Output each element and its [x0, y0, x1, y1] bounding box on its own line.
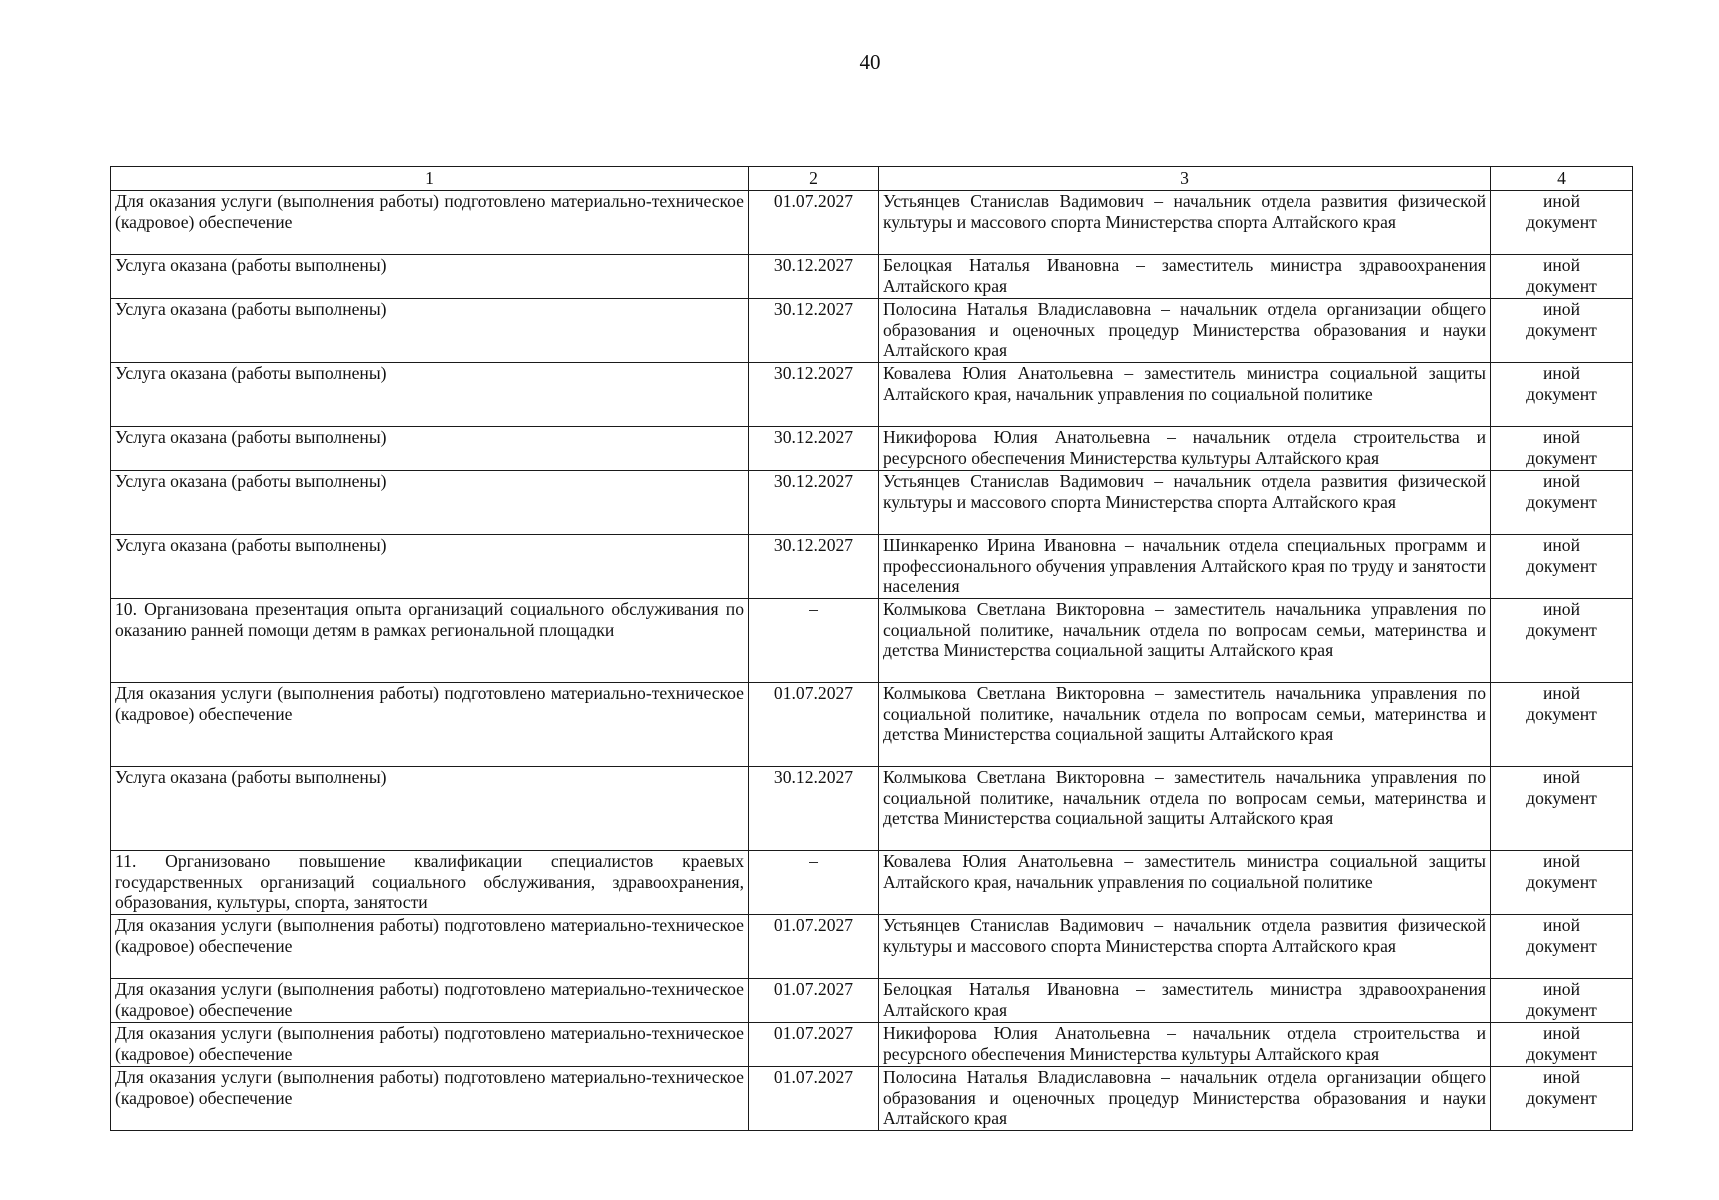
- responsible-cell: Шинкаренко Ирина Ивановна – начальник отдела специальных программ и профессионального обучения управления Алтайского края по труду и занятости населения: [879, 535, 1491, 599]
- document-type-cell: [1491, 1067, 1633, 1131]
- responsible-cell: Устьянцев Станислав Вадимович – начальник отдела развития физической культуры и массового спорта Министерства спорта Алтайского края: [879, 471, 1491, 535]
- page-number: 40: [859, 50, 881, 74]
- document-type-cell: [1491, 683, 1633, 767]
- document-table: [110, 166, 1633, 1131]
- table-row: [111, 299, 1633, 363]
- document-type-line2: документ: [1526, 1043, 1597, 1064]
- date-cell: 30.12.2027: [749, 255, 879, 299]
- document-type-line2: документ: [1526, 703, 1597, 724]
- result-cell: Услуга оказана (работы выполнены): [111, 767, 749, 851]
- responsible-cell: Колмыкова Светлана Викторовна – заместитель начальника управления по социальной политике, начальник отдела по вопросам семьи, материнства и детства Министерства социальной защиты Алтайского края: [879, 767, 1491, 851]
- document-type-cell: [1491, 979, 1633, 1023]
- result-cell: Услуга оказана (работы выполнены): [111, 299, 749, 363]
- result-cell: 10. Организована презентация опыта организаций социального обслуживания по оказанию ранней помощи детям в рамках региональной площадки: [111, 599, 749, 683]
- responsible-cell: Полосина Наталья Владиславовна – начальник отдела организации общего образования и оценочных процедур Министерства образования и науки Алтайского края: [879, 299, 1491, 363]
- document-type-line1: иной: [1542, 767, 1581, 787]
- result-cell: Для оказания услуги (выполнения работы) подготовлено материально-техническое (кадровое) обеспечение: [111, 191, 749, 255]
- document-type-cell: [1491, 851, 1633, 915]
- responsible-cell: Белоцкая Наталья Ивановна – заместитель министра здравоохранения Алтайского края: [879, 255, 1491, 299]
- date-cell: 30.12.2027: [749, 535, 879, 599]
- date-cell: 30.12.2027: [749, 363, 879, 427]
- result-cell: Услуга оказана (работы выполнены): [111, 427, 749, 471]
- document-type-cell: [1491, 427, 1633, 471]
- result-cell: Для оказания услуги (выполнения работы) подготовлено материально-техническое (кадровое) обеспечение: [111, 979, 749, 1023]
- document-type-cell: [1491, 471, 1633, 535]
- document-type-line1: иной: [1542, 915, 1581, 935]
- table-row: [111, 767, 1633, 851]
- document-type-cell: [1491, 363, 1633, 427]
- result-cell: Для оказания услуги (выполнения работы) подготовлено материально-техническое (кадровое) обеспечение: [111, 915, 749, 979]
- table-row: [111, 599, 1633, 683]
- table-header-row: [111, 167, 1633, 191]
- document-type-line2: документ: [1526, 787, 1597, 808]
- table-row: [111, 427, 1633, 471]
- document-type-line2: документ: [1526, 619, 1597, 640]
- document-type-line2: документ: [1526, 383, 1597, 404]
- date-cell: 30.12.2027: [749, 767, 879, 851]
- document-type-line1: иной: [1542, 851, 1581, 871]
- result-cell: Услуга оказана (работы выполнены): [111, 363, 749, 427]
- document-type-line1: иной: [1542, 979, 1581, 999]
- document-type-cell: [1491, 535, 1633, 599]
- document-type-line2: документ: [1526, 319, 1597, 340]
- document-type-line1: иной: [1542, 1023, 1581, 1043]
- responsible-cell: Устьянцев Станислав Вадимович – начальник отдела развития физической культуры и массового спорта Министерства спорта Алтайского края: [879, 191, 1491, 255]
- document-type-line2: документ: [1526, 211, 1597, 232]
- date-cell: 30.12.2027: [749, 471, 879, 535]
- table-row: [111, 851, 1633, 915]
- document-type-line2: документ: [1526, 871, 1597, 892]
- result-cell: Для оказания услуги (выполнения работы) подготовлено материально-техническое (кадровое) обеспечение: [111, 683, 749, 767]
- responsible-cell: Колмыкова Светлана Викторовна – заместитель начальника управления по социальной политике, начальник отдела по вопросам семьи, материнства и детства Министерства социальной защиты Алтайского края: [879, 683, 1491, 767]
- result-cell: 11. Организовано повышение квалификации специалистов краевых государственных организаций социального обслуживания, здравоохранения, образования, культуры, спорта, занятости: [111, 851, 749, 915]
- responsible-cell: Никифорова Юлия Анатольевна – начальник отдела строительства и ресурсного обеспечения Министерства культуры Алтайского края: [879, 1023, 1491, 1067]
- table-row: [111, 191, 1633, 255]
- result-cell: Для оказания услуги (выполнения работы) подготовлено материально-техническое (кадровое) обеспечение: [111, 1023, 749, 1067]
- document-type-cell: [1491, 299, 1633, 363]
- responsible-cell: Устьянцев Станислав Вадимович – начальник отдела развития физической культуры и массового спорта Министерства спорта Алтайского края: [879, 915, 1491, 979]
- document-type-line1: иной: [1542, 299, 1581, 319]
- result-cell: Услуга оказана (работы выполнены): [111, 255, 749, 299]
- document-type-line1: иной: [1542, 535, 1581, 555]
- responsible-cell: Белоцкая Наталья Ивановна – заместитель министра здравоохранения Алтайского края: [879, 979, 1491, 1023]
- document-type-line1: иной: [1542, 599, 1581, 619]
- document-type-line1: иной: [1542, 427, 1581, 447]
- date-cell: –: [749, 851, 879, 915]
- responsible-cell: Никифорова Юлия Анатольевна – начальник отдела строительства и ресурсного обеспечения Министерства культуры Алтайского края: [879, 427, 1491, 471]
- document-type-line2: документ: [1526, 935, 1597, 956]
- column-header-1: 1: [111, 167, 749, 191]
- date-cell: –: [749, 599, 879, 683]
- column-header-4: 4: [1491, 167, 1633, 191]
- document-type-line1: иной: [1542, 255, 1581, 275]
- document-type-line2: документ: [1526, 447, 1597, 468]
- document-type-line2: документ: [1526, 555, 1597, 576]
- responsible-cell: Ковалева Юлия Анатольевна – заместитель министра социальной защиты Алтайского края, начальник управления по социальной политике: [879, 851, 1491, 915]
- date-cell: 01.07.2027: [749, 1067, 879, 1131]
- result-cell: Услуга оказана (работы выполнены): [111, 471, 749, 535]
- document-type-line1: иной: [1542, 1067, 1581, 1087]
- date-cell: 01.07.2027: [749, 915, 879, 979]
- table-row: [111, 915, 1633, 979]
- document-type-line2: документ: [1526, 1087, 1597, 1108]
- date-cell: 01.07.2027: [749, 979, 879, 1023]
- table-row: [111, 255, 1633, 299]
- table-row: [111, 1023, 1633, 1067]
- document-type-cell: [1491, 767, 1633, 851]
- document-type-cell: [1491, 1023, 1633, 1067]
- document-type-line2: документ: [1526, 999, 1597, 1020]
- date-cell: 30.12.2027: [749, 299, 879, 363]
- result-cell: Услуга оказана (работы выполнены): [111, 535, 749, 599]
- table-row: [111, 683, 1633, 767]
- document-type-cell: [1491, 191, 1633, 255]
- document-type-line1: иной: [1542, 471, 1581, 491]
- document-type-line1: иной: [1542, 683, 1581, 703]
- table-row: [111, 363, 1633, 427]
- document-type-cell: [1491, 255, 1633, 299]
- date-cell: 01.07.2027: [749, 683, 879, 767]
- document-type-line1: иной: [1542, 191, 1581, 211]
- result-cell: Для оказания услуги (выполнения работы) подготовлено материально-техническое (кадровое) обеспечение: [111, 1067, 749, 1131]
- document-type-line1: иной: [1542, 363, 1581, 383]
- date-cell: 01.07.2027: [749, 191, 879, 255]
- document-type-cell: [1491, 599, 1633, 683]
- table-row: [111, 1067, 1633, 1131]
- column-header-2: 2: [749, 167, 879, 191]
- table-row: [111, 471, 1633, 535]
- table-row: [111, 535, 1633, 599]
- column-header-3: 3: [879, 167, 1491, 191]
- responsible-cell: Полосина Наталья Владиславовна – начальник отдела организации общего образования и оценочных процедур Министерства образования и науки Алтайского края: [879, 1067, 1491, 1131]
- table-row: [111, 979, 1633, 1023]
- date-cell: 30.12.2027: [749, 427, 879, 471]
- date-cell: 01.07.2027: [749, 1023, 879, 1067]
- document-type-line2: документ: [1526, 491, 1597, 512]
- document-type-cell: [1491, 915, 1633, 979]
- responsible-cell: Колмыкова Светлана Викторовна – заместитель начальника управления по социальной политике, начальник отдела по вопросам семьи, материнства и детства Министерства социальной защиты Алтайского края: [879, 599, 1491, 683]
- responsible-cell: Ковалева Юлия Анатольевна – заместитель министра социальной защиты Алтайского края, начальник управления по социальной политике: [879, 363, 1491, 427]
- document-type-line2: документ: [1526, 275, 1597, 296]
